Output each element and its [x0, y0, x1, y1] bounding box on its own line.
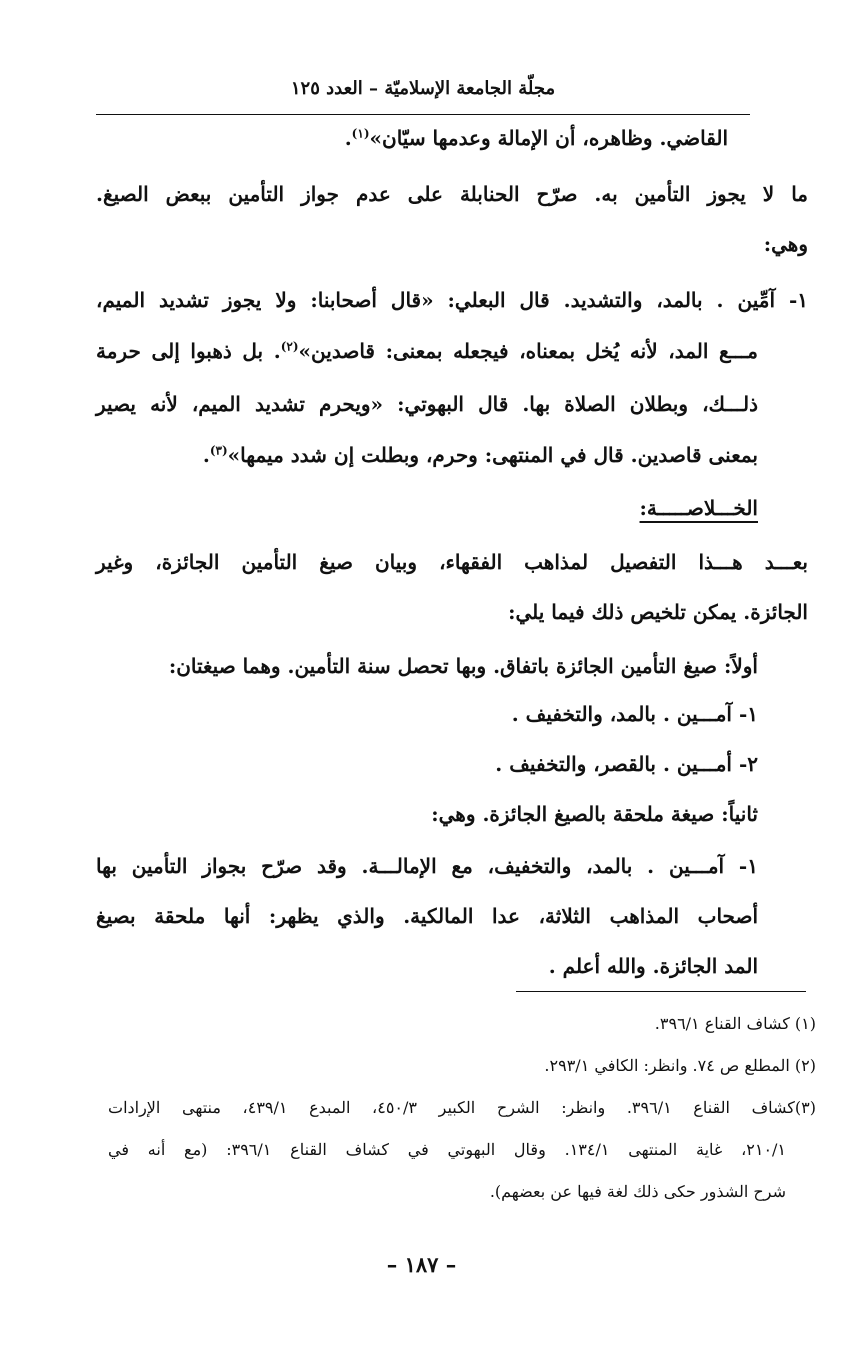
footnote-ref-3: (٣)	[209, 443, 228, 458]
text-line-2: ما لا يجوز التأمين به. صرّح الحنابلة على عدم جواز التأمين ببعض الصيغ.	[96, 182, 808, 206]
text-line-3: وهي:	[763, 232, 808, 256]
section-heading-summary: الخـــلاصـــــة:	[639, 496, 758, 520]
footnote-1: (١) كشاف القناع ٣٩٦/١.	[654, 1014, 816, 1033]
text-line-5-main: مـــع المد، لأنه يُخل بمعناه، فيجعله بمعنى: قاصدين»	[298, 339, 758, 363]
text-line-5-end: . بل ذهبوا إلى حرمة	[96, 339, 281, 363]
text-line-1-main: القاضي. وظاهره، أن الإمالة وعدمها سيّان»	[369, 126, 728, 150]
text-line-9: الجائزة. يمكن تلخيص ذلك فيما يلي:	[508, 600, 808, 624]
text-line-7	[203, 443, 758, 467]
text-line-15: أصحاب المذاهب الثلاثة، عدا المالكية. والذي يظهر: أنها ملحقة بصيغ	[96, 904, 758, 928]
text-line-1-end: .	[344, 126, 352, 150]
running-header: مجلّة الجامعة الإسلاميّة – العدد ١٢٥	[290, 78, 556, 99]
text-line-7-main: بمعنى قاصدين. قال في المنتهى: وحرم، وبطلت إن شدد ميمها»	[227, 443, 758, 467]
text-line-1	[345, 126, 728, 150]
text-line-8: بعـــد هـــذا التفصيل لمذاهب الفقهاء، وبيان صيغ التأمين الجائزة، وغير	[96, 550, 808, 574]
footnote-2: (٢) المطلع ص ٧٤. وانظر: الكافي ٢٩٣/١.	[544, 1056, 816, 1075]
text-line-6: ذلـــك، وبطلان الصلاة بها. قال البهوتي: «ويحرم تشديد الميم، لأنه يصير	[96, 392, 758, 416]
text-line-13: ثانياً: صيغة ملحقة بالصيغ الجائزة. وهي:	[431, 802, 758, 826]
footnote-3-line-1: (٣)كشاف القناع ٣٩٦/١. وانظر: الشرح الكبير ٤٥٠/٣، المبدع ٤٣٩/١، منتهى الإرادات	[108, 1098, 817, 1117]
footnote-ref-1: (١)	[351, 126, 370, 141]
list-item-3: ١- آمـــين . بالمد، والتخفيف، مع الإمالـــة. وقد صرّح بجواز التأمين بها	[96, 854, 758, 878]
text-line-10: أولاً: صيغ التأمين الجائزة باتفاق. وبها تحصل سنة التأمين. وهما صيغتان:	[168, 654, 758, 678]
footnote-3-line-3: شرح الشذور حكى ذلك لغة فيها عن بعضهم).	[489, 1182, 786, 1201]
footnote-ref-2: (٢)	[280, 339, 299, 354]
header-rule	[96, 114, 750, 115]
footnote-3-line-2: ٢١٠/١، غاية المنتهى ١٣٤/١. وقال البهوتي في كشاف القناع ٣٩٦/١: (مع أنه في	[108, 1140, 787, 1159]
text-line-7-end: .	[202, 443, 210, 467]
footnote-rule	[516, 991, 806, 992]
text-line-16: المد الجائزة. والله أعلم .	[548, 954, 758, 978]
list-item-1: ١- آمـــين . بالمد، والتخفيف .	[511, 702, 758, 726]
text-line-4: ١- آمِّين . بالمد، والتشديد. قال البعلي: «قال أصحابنا: ولا يجوز تشديد الميم،	[96, 288, 808, 312]
list-item-2: ٢- أمـــين . بالقصر، والتخفيف .	[495, 752, 758, 776]
text-line-5	[96, 339, 758, 363]
page-number: – ١٨٧ –	[386, 1252, 457, 1277]
